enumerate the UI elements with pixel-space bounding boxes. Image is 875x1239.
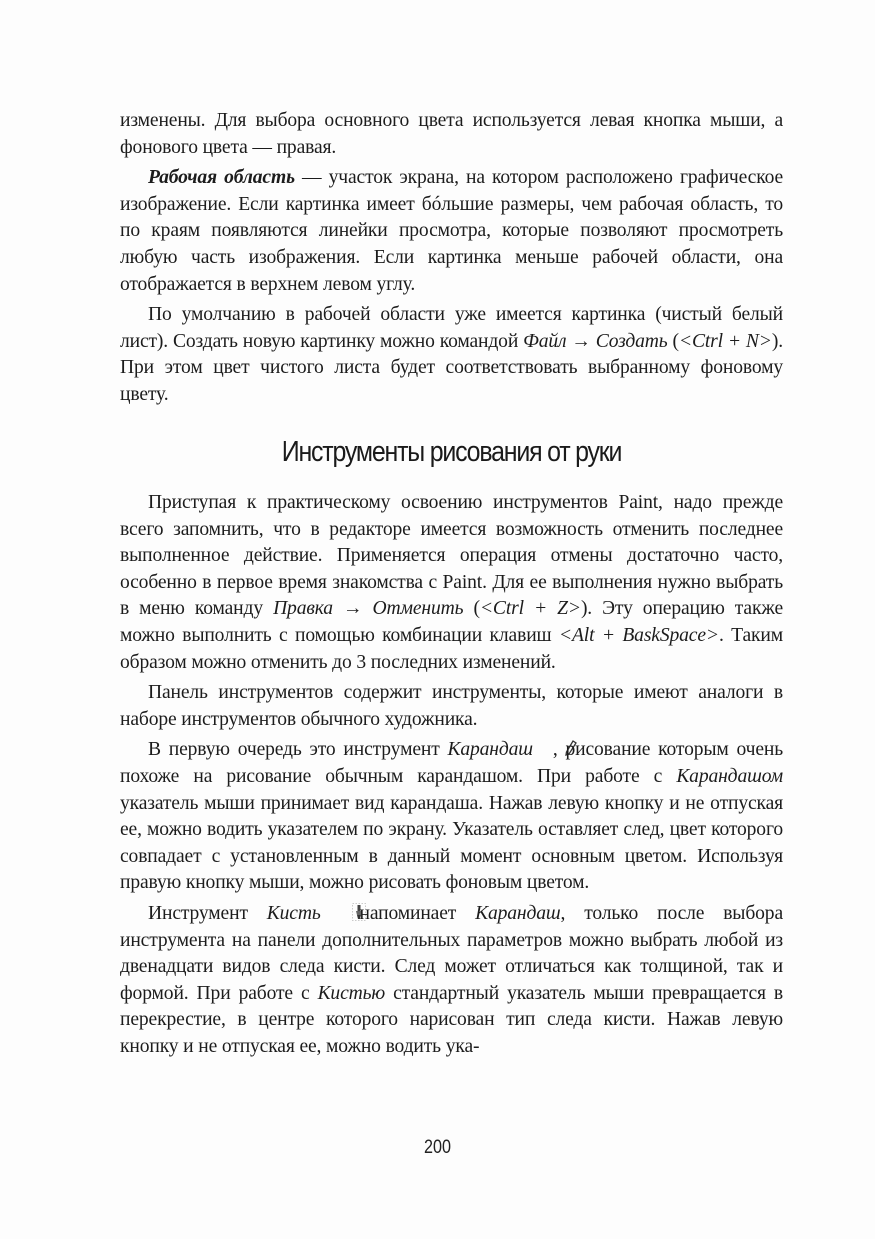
term-work-area: Рабочая область — [148, 167, 295, 189]
brush-text-end: стандартный указатель мыши превращается в перекрестие, в центре которого нарисован тип следа кисти. Нажав левую кнопку и не отпуская ее, можно водить ука- — [120, 982, 783, 1057]
pencil-icon — [536, 739, 550, 757]
paragraph-undo — [120, 490, 783, 676]
shortcut-ctrl-n: <Ctrl + N> — [678, 330, 772, 352]
paren-open: ( — [667, 330, 679, 352]
command-file-create: Файл → Создать — [523, 330, 668, 352]
command-edit-undo: Правка → Отменить — [273, 598, 464, 620]
main-text-block — [120, 490, 783, 1060]
pencil-text-2: , рисование которым очень похоже на рисование обычным карандашом. При работе с — [120, 739, 783, 787]
undo-text: Приступая к практическому освоению инструментов Paint, надо прежде всего запомнить, что в редакторе имеется возможность отменить последнее выполненное действие. Применяется операция отмены достаточно часто, особенно в первое время знакомства с Paint. Для ее выполнения нужно выбрать в меню команду — [120, 492, 783, 620]
shortcut-alt-backspace: <Alt + BaskSpace> — [558, 624, 719, 646]
toolbar-text: Панель инструментов содержит инструменты, которые имеют аналоги в наборе инструментов обычного художника. — [120, 682, 783, 730]
paragraph-colors — [120, 108, 783, 161]
pencil-text: В первую очередь это инструмент — [148, 739, 448, 761]
work-area-description: — участок экрана, на котором расположено графическое изображение. Если картинка имеет бóльшие размеры, чем рабочая область, то по краям появляются линейки просмотра, которые позволяют просмотреть любую часть изображения. Если картинка меньше рабочей области, она отображается в верхнем левом углу. — [120, 167, 783, 295]
default-picture-text: По умолчанию в рабочей области уже имеется картинка (чистый белый лист). Создать новую картинку можно командой — [120, 304, 783, 352]
paragraph-colors-text: изменены. Для выбора основного цвета используется левая кнопка мыши, а фонового цвета — правая. — [120, 110, 783, 158]
brush-text-3: , только после выбора инструмента на панели дополнительных параметров можно выбрать любой из двенадцати видов следа кисти. След может отличаться как толщиной, так и формой. При работе с — [120, 902, 783, 1004]
shortcut-ctrl-z: <Ctrl + Z> — [479, 598, 581, 620]
brush-text-2: напоминает — [340, 902, 476, 924]
section-heading: Инструменты рисования от руки — [281, 436, 622, 468]
paragraph-default-picture — [120, 302, 783, 408]
default-picture-text-end: ). При этом цвет чистого листа будет соответствовать выбранному фоновому цвету. — [120, 330, 783, 405]
tool-brush-instr: Кистью — [317, 982, 386, 1004]
paren-open-2: ( — [463, 598, 480, 620]
paragraph-toolbar — [120, 680, 783, 733]
tool-pencil: Карандаш — [447, 739, 533, 761]
page-number: 200 — [424, 1137, 451, 1158]
paragraph-pencil — [120, 737, 783, 897]
undo-text-2: ). Эту операцию также можно выполнить с помощью комбинации клавиш — [120, 598, 783, 646]
paragraph-brush — [120, 901, 783, 1061]
brush-text: Инструмент — [148, 902, 267, 924]
undo-text-end: . Таким образом можно отменить до 3 последних изменений. — [120, 624, 783, 673]
tool-pencil-ref: Карандаш — [475, 902, 561, 924]
brush-icon — [324, 903, 338, 921]
tool-brush: Кисть — [266, 902, 321, 924]
top-text-block — [120, 108, 783, 409]
tool-pencil-instr: Карандашом — [676, 765, 783, 787]
pencil-text-end: указатель мыши принимает вид карандаша. Нажав левую кнопку и не отпуская ее, можно водить указателем по экрану. Указатель оставляет след, цвет которого совпадает с установленным в данный момент основным цветом. Используя правую кнопку мыши, можно рисовать фоновым цветом. — [120, 792, 783, 894]
paragraph-work-area — [120, 165, 783, 298]
